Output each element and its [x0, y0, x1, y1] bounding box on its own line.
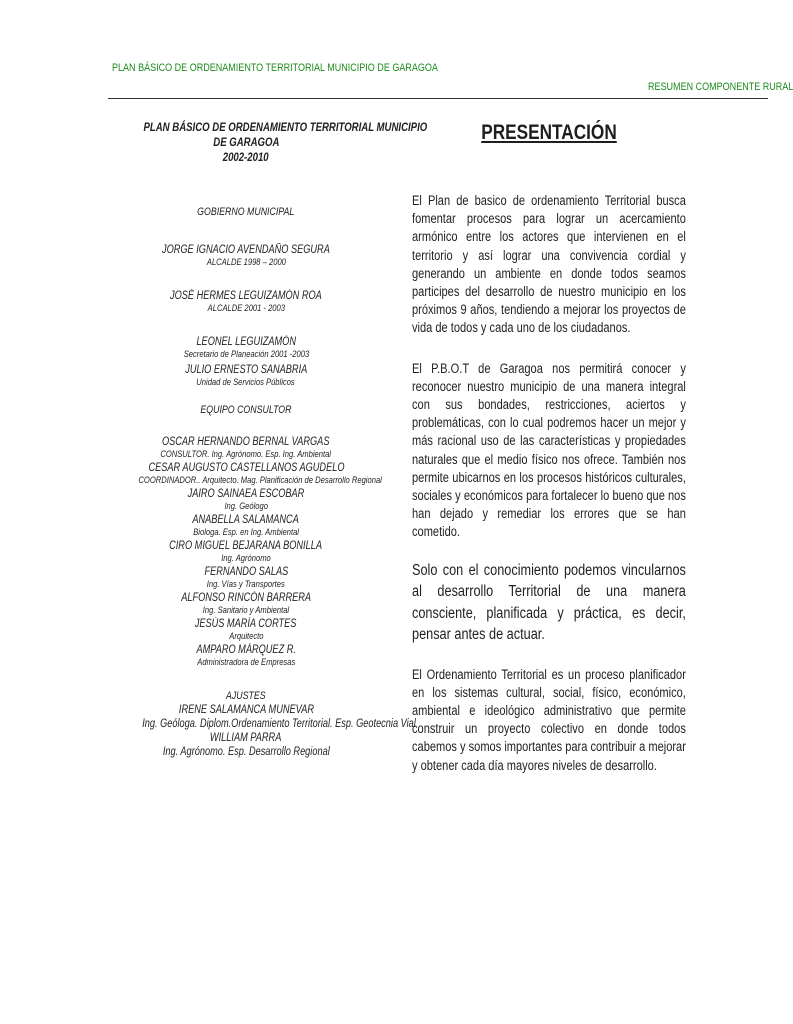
person-role: Secretario de Planeación 2001 -2003	[183, 349, 309, 360]
person-name: JOSÉ HERMES LEGUIZAMÓN ROA	[170, 290, 322, 302]
gobierno-heading: GOBIERNO MUNICIPAL	[197, 206, 295, 218]
person-role: Ing. Agrónomo	[221, 553, 271, 564]
header-section-label: RESUMEN COMPONENTE RURAL	[648, 81, 793, 93]
person-role: Biologa. Esp. en Ing. Ambiental	[193, 527, 299, 538]
person-name: WILLIAM PARRA	[210, 732, 282, 744]
plan-title-line1: PLAN BÁSICO DE ORDENAMIENTO TERRITORIAL MUNICIPIO	[143, 120, 428, 134]
person-role: Ing. Geóloga. Diplom.Ordenamiento Territorial. Esp. Geotecnia Vial	[142, 718, 416, 730]
person-name: ANABELLA SALAMANCA	[192, 514, 300, 526]
paragraph: El P.B.O.T de Garagoa nos permitirá conocer y reconocer nuestro municipio de una manera integral con sus bondades, restricciones, aciertos y problemáticas, con lo cual podremos hacer un mejor y más racional uso de las características y propiedades naturales que el medio físico nos ofrece. También nos permite ubicarnos en los procesos históricos culturales, sociales y económicos para fortalecer lo bueno que nos han dejado y remediar los errores que se han cometido.	[412, 360, 686, 540]
person-role: Ing. Vías y Transportes	[206, 579, 285, 590]
header-title: PLAN BÁSICO DE ORDENAMIENTO TERRITORIAL MUNICIPIO DE GARAGOA	[112, 62, 438, 74]
person-name: LEONEL LEGUIZAMÓN	[196, 336, 296, 348]
person-role: Administradora de Empresas	[197, 657, 295, 668]
plan-title	[108, 120, 428, 165]
person-name: JESÚS MARÍA CORTES	[195, 618, 297, 630]
paragraph: Solo con el conocimiento podemos vincularnos al desarrollo Territorial de una manera consciente, planificada y práctica, es decir, pensar antes de actuar.	[412, 561, 686, 644]
presentation-title: PRESENTACIÓN	[481, 121, 617, 144]
credits-column	[108, 120, 428, 759]
person-role: Ing. Geólogo	[224, 501, 268, 512]
person-name: AMPARO MÁRQUEZ R.	[196, 644, 296, 656]
ajustes-heading: AJUSTES	[226, 690, 266, 702]
equipo-heading: EQUIPO CONSULTOR	[200, 404, 292, 416]
person-name: JORGE IGNACIO AVENDAÑO SEGURA	[162, 244, 330, 256]
person-role: Arquitecto	[228, 631, 264, 642]
person-role: ALCALDE 2001 - 2003	[207, 303, 285, 314]
person-name: IRENE SALAMANCA MUNEVAR	[178, 704, 314, 716]
presentation-column	[412, 120, 686, 775]
person-role: Ing. Sanitario y Ambiental	[202, 605, 290, 616]
person-name: FERNANDO SALAS	[204, 566, 288, 578]
person-name: JAIRO SAINAEA ESCOBAR	[187, 488, 305, 500]
paragraph: El Ordenamiento Territorial es un proceso planificador en los sistemas cultural, social, físico, económico, ambiental e ideológico administrativo que permite construir un proyecto colectivo en donde todos cabemos y somos importantes para contribuir a mejorar y obtener cada día mayores niveles de desarrollo.	[412, 666, 686, 773]
person-role: COORDINADOR.. Arquitecto. Mag. Planificación de Desarrollo Regional	[138, 475, 382, 486]
person-name: JULIO ERNESTO SANABRIA	[184, 364, 308, 376]
person-role: ALCALDE 1998 – 2000	[206, 257, 286, 268]
person-name: CESAR AUGUSTO CASTELLANOS AGUDELO	[147, 462, 344, 474]
plan-title-line2: DE GARAGOA	[212, 135, 280, 149]
person-name: OSCAR HERNANDO BERNAL VARGAS	[162, 436, 330, 448]
person-role: Ing. Agrónomo. Esp. Desarrollo Regional	[162, 746, 330, 758]
paragraph: El Plan de basico de ordenamiento Territorial busca fomentar procesos para lograr un acercamiento armónico entre los actores que intervienen en el territorio y así lograr una convivencia cordial y generando un ambiente en donde todos seamos participes del desarrollo de nuestro municipio en los próximos 9 años, tendiendo a mejorar los proyectos de vida de todos y cada uno de los ciudadanos.	[412, 193, 686, 336]
person-name: CIRO MIGUEL BEJARANA BONILLA	[169, 540, 323, 552]
header-divider	[108, 98, 768, 99]
person-role: Unidad de Servicios Públicos	[196, 377, 296, 388]
plan-title-years: 2002-2010	[223, 150, 269, 164]
person-role: CONSULTOR. Ing. Agrónomo. Esp. Ing. Ambiental	[160, 449, 332, 460]
person-name: ALFONSO RINCÓN BARRERA	[181, 592, 311, 604]
